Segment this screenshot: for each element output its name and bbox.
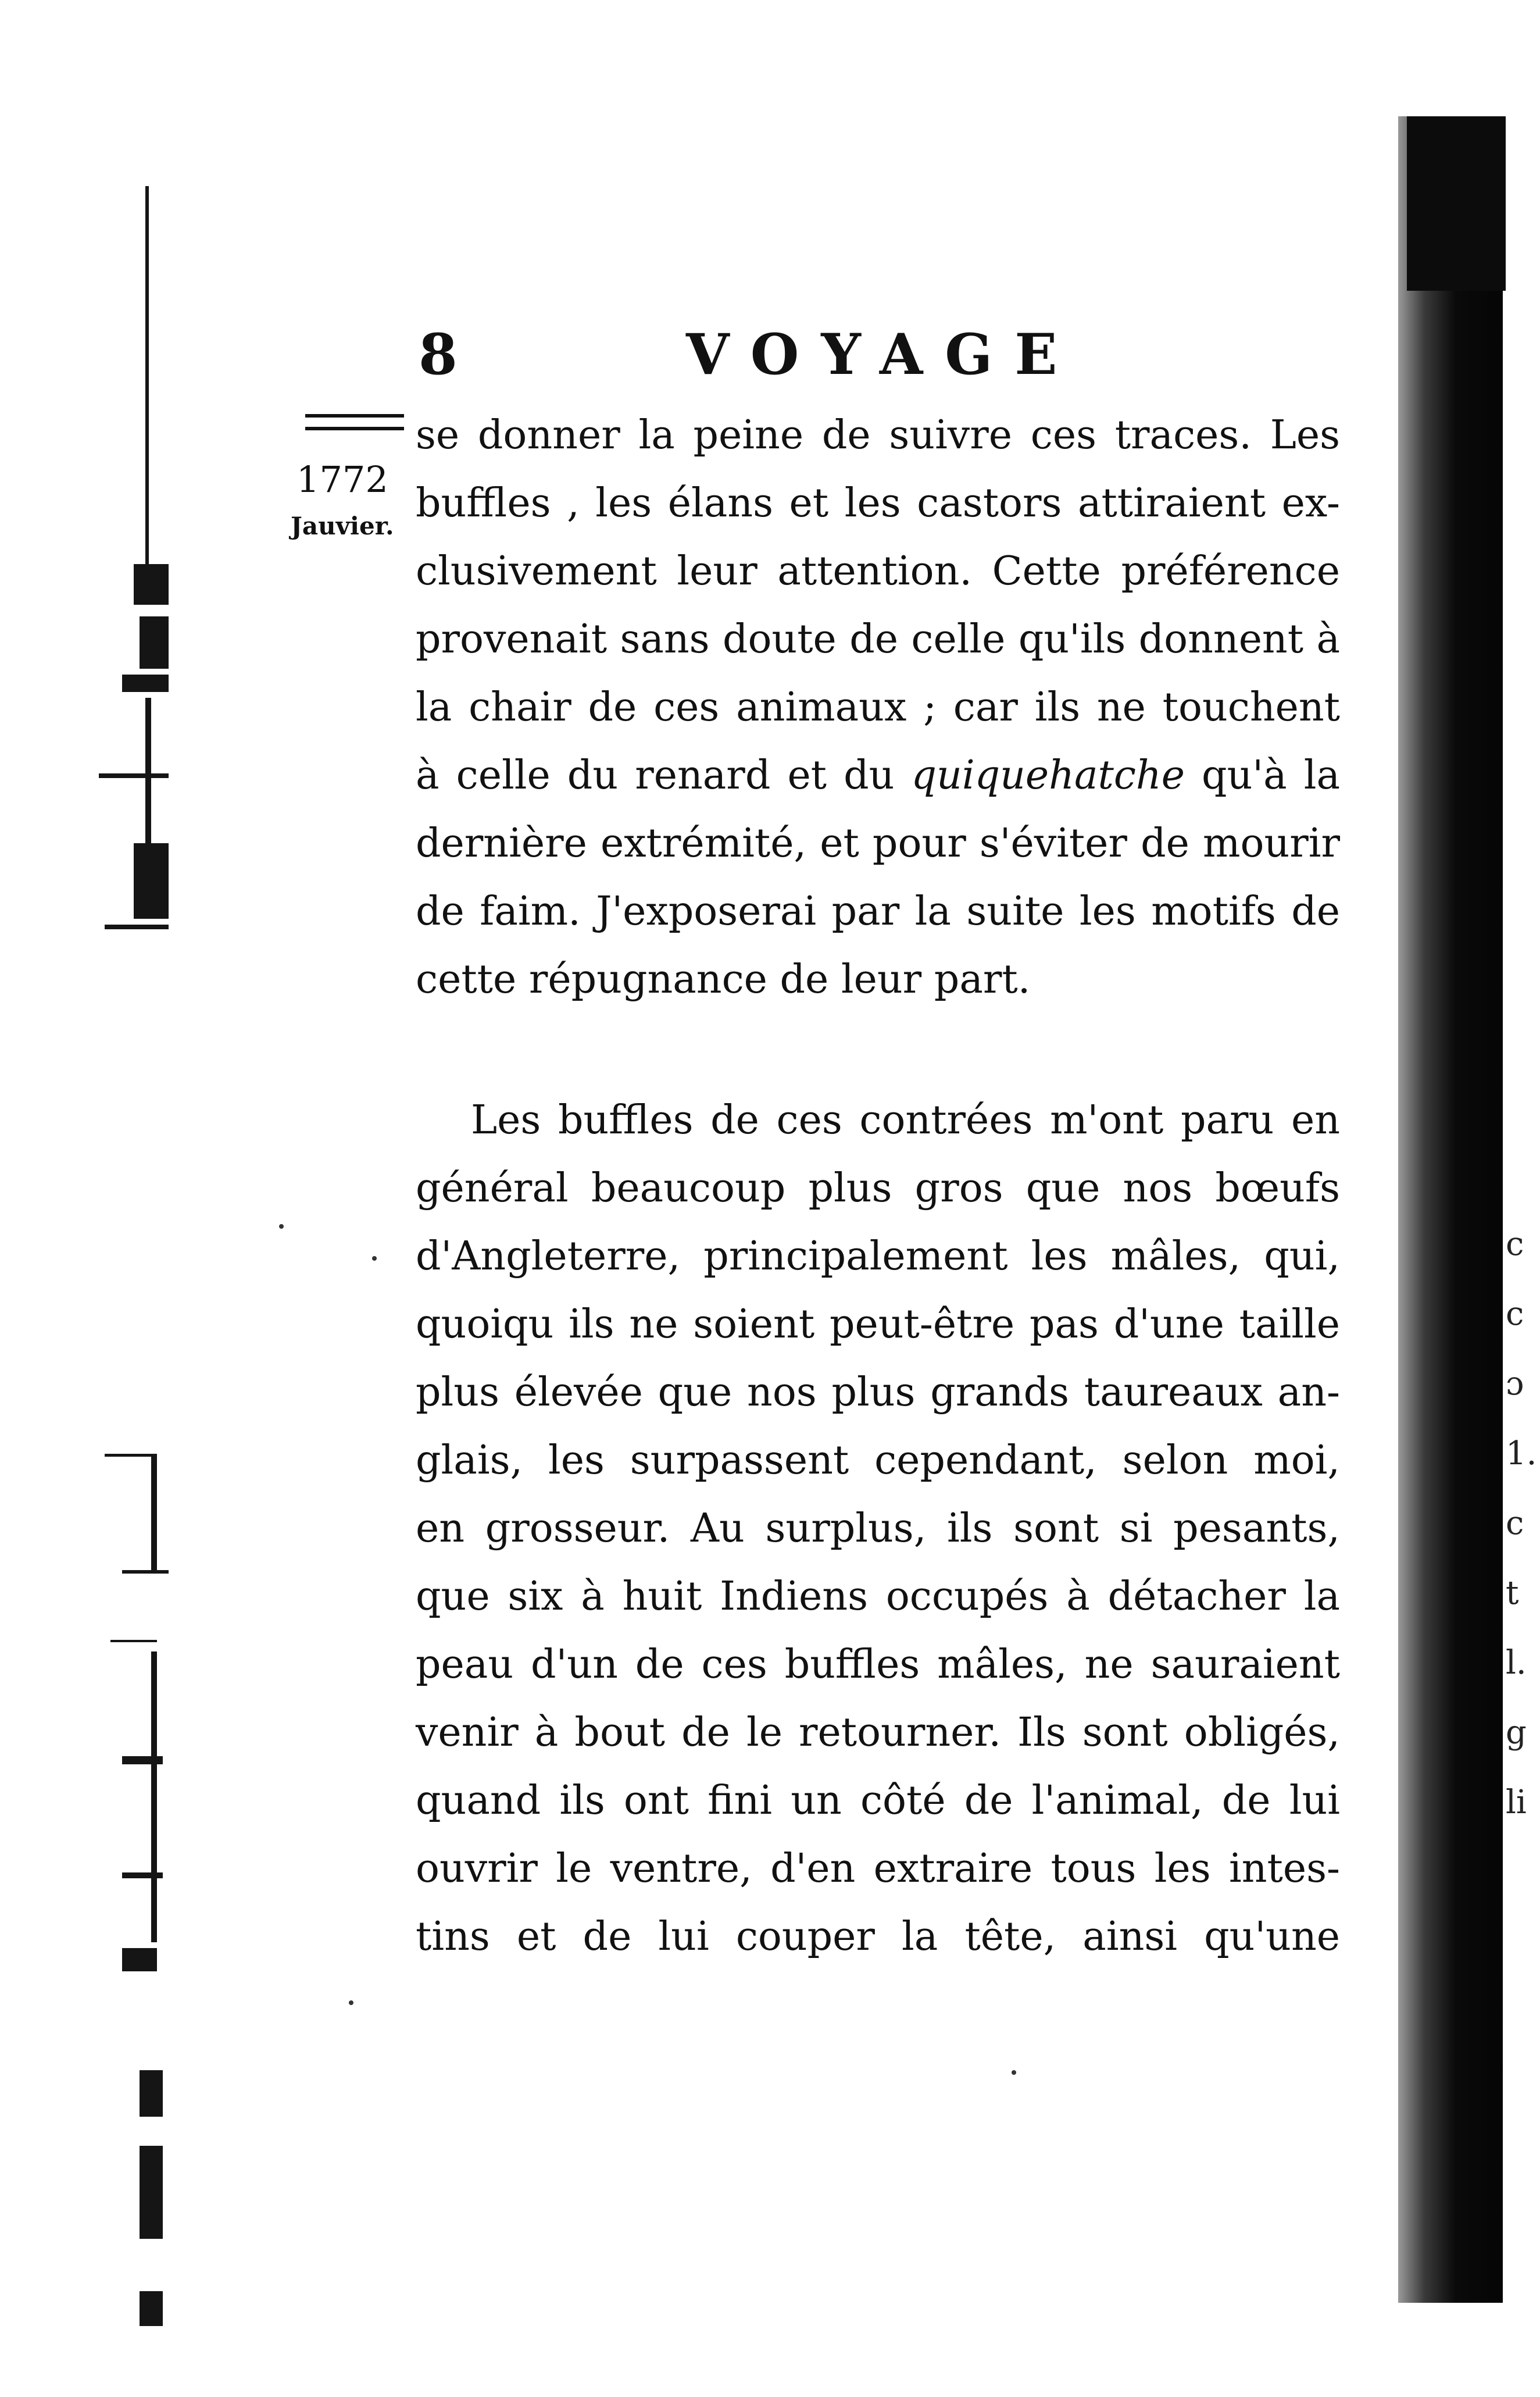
edge-glyph: l.: [1506, 1644, 1527, 1682]
body-text: [416, 401, 1340, 1971]
text-line: que six à huit Indiens occupés à détacher la: [416, 1574, 1340, 1620]
text-line: se donner la peine de suivre ces traces. Les: [416, 412, 1340, 458]
text-line: général beaucoup plus gros que nos bœufs: [416, 1165, 1340, 1211]
text-fragment: à celle du renard et du: [416, 752, 912, 798]
page-header: [419, 323, 1250, 387]
text-fragment: qu'à la: [1184, 752, 1340, 798]
text-line: tins et de lui couper la tête, ainsi qu'une: [416, 1914, 1340, 1960]
text-line: quoiqu ils ne soient peut-être pas d'une taille: [416, 1301, 1340, 1347]
edge-glyph: c: [1506, 1504, 1524, 1542]
scan-speck: [1012, 2070, 1016, 2075]
scan-speck: [349, 2000, 353, 2005]
edge-glyph: g: [1506, 1714, 1527, 1752]
paragraph-gap: [416, 1014, 1340, 1086]
text-line: buffles , les élans et les castors attiraient ex-: [416, 480, 1340, 526]
edge-glyph: c: [1506, 1225, 1524, 1263]
italic-term: quiquehatche: [911, 752, 1185, 798]
text-line: dernière extrémité, et pour s'éviter de mourir: [416, 821, 1340, 866]
text-line: [416, 741, 1340, 809]
text-line: d'Angleterre, principalement les mâles, qui,: [416, 1233, 1340, 1279]
text-line: provenait sans doute de celle qu'ils donnent à: [416, 616, 1340, 662]
text-line: la chair de ces animaux ; car ils ne touchent: [416, 684, 1340, 730]
margin-note-year: 1772: [296, 458, 388, 501]
page-number: 8: [419, 322, 458, 387]
page-edge-shadow-top: [1407, 116, 1506, 291]
scan-speck: [372, 1256, 377, 1261]
text-line: quand ils ont fini un côté de l'animal, de lui: [416, 1778, 1340, 1824]
edge-glyph: ɔ: [1506, 1365, 1524, 1403]
text-line: ouvrir le ventre, d'en extraire tous les intes-: [416, 1846, 1340, 1892]
text-line: clusivement leur attention. Cette préférence: [416, 548, 1340, 594]
text-line: venir à bout de le retourner. Ils sont obligés,: [416, 1710, 1340, 1756]
edge-glyph: c: [1506, 1295, 1524, 1333]
text-line: de faim. J'exposerai par la suite les motifs de: [416, 889, 1340, 934]
page-edge-shadow: [1398, 116, 1503, 2303]
binding-scan-artifacts: [87, 140, 180, 2291]
adjacent-page-letters: [1506, 1210, 1535, 1838]
running-title: VOYAGE: [686, 322, 1080, 387]
edge-glyph: t: [1506, 1574, 1519, 1612]
text-line: cette répugnance de leur part.: [416, 957, 1031, 1003]
text-line: glais, les surpassent cependant, selon moi,: [416, 1438, 1340, 1483]
text-line: Les buffles de ces contrées m'ont paru en: [471, 1097, 1340, 1143]
scan-speck: [279, 1224, 284, 1229]
edge-glyph: 1.: [1506, 1435, 1537, 1472]
edge-glyph: li: [1506, 1784, 1527, 1821]
text-line: en grosseur. Au surplus, ils sont si pesants,: [416, 1506, 1340, 1551]
text-line: peau d'un de ces buffles mâles, ne sauraient: [416, 1642, 1340, 1688]
margin-note-month: Jauvier.: [291, 512, 394, 540]
margin-rule: [305, 414, 404, 430]
text-line: plus élevée que nos plus grands taureaux an-: [416, 1369, 1340, 1415]
